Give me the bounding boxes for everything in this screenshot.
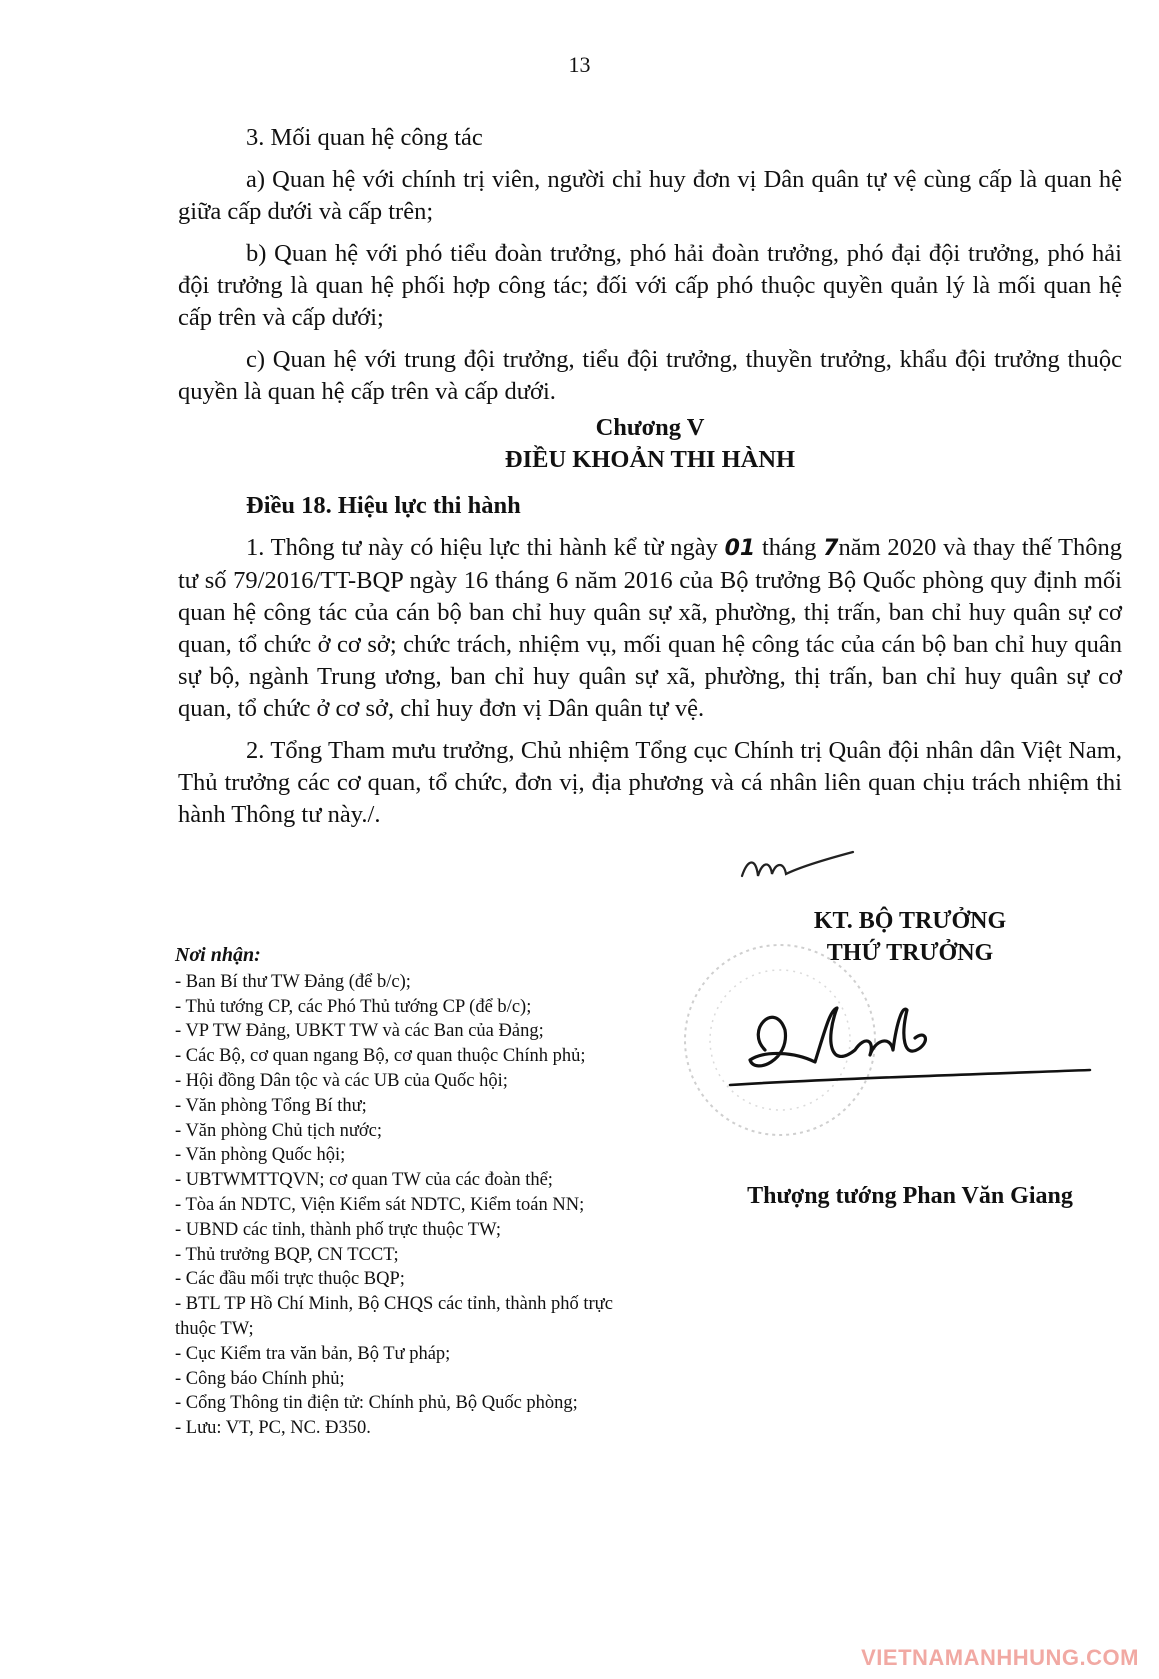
recipient-item: - Thủ tướng CP, các Phó Thủ tướng CP (để b/c); bbox=[175, 996, 532, 1017]
chapter-number: Chương V bbox=[595, 414, 705, 441]
recipient-item: - Hội đồng Dân tộc và các UB của Quốc hội; bbox=[175, 1070, 508, 1091]
paragraph-1-month-word: tháng bbox=[755, 534, 824, 561]
clause-b: b) Quan hệ với phó tiểu đoàn trưởng, phó hải đoàn trưởng, phó đại đội trưởng, phó hải đội trưởng là quan hệ phối hợp công tác; đối với cấp phó thuộc quyền quản lý là mối quan hệ cấp trên và cấp dưới; bbox=[178, 240, 1122, 331]
recipient-item: - Cục Kiểm tra văn bản, Bộ Tư pháp; bbox=[175, 1343, 451, 1364]
section-title: 3. Mối quan hệ công tác bbox=[246, 124, 483, 151]
document-body bbox=[178, 122, 1122, 841]
recipients-block bbox=[175, 943, 655, 1441]
signer-line-1: KT. BỘ TRƯỞNG bbox=[813, 908, 1007, 934]
clause-c: c) Quan hệ với trung đội trưởng, tiểu đội trưởng, thuyền trưởng, khẩu đội trưởng thuộc quyền là quan hệ cấp trên và cấp dưới. bbox=[178, 346, 1122, 405]
recipient-item: - UBND các tỉnh, thành phố trực thuộc TW; bbox=[175, 1219, 501, 1240]
recipient-item: - BTL TP Hồ Chí Minh, Bộ CHQS các tỉnh, thành phố trực thuộc TW; bbox=[175, 1294, 613, 1339]
article-title: Điều 18. Hiệu lực thi hành bbox=[246, 492, 521, 519]
paragraph-1-end: năm 2020 và thay thế Thông tư số 79/2016/TT-BQP ngày 16 tháng 6 năm 2016 của Bộ trưởng Bộ Quốc phòng quy định mối quan hệ công tác của cán bộ ban chỉ huy quân sự xã, phường, thị trấn, ban chỉ huy quân sự cơ quan, tổ chức ở cơ sở; chức trách, nhiệm vụ, mối quan hệ công tác của cán bộ ban chỉ huy quân sự bộ, ngành Trung ương, ban chỉ huy quân sự xã, phường, thị trấn, ban chỉ huy quân sự cơ quan, tổ chức ở cơ sở, chỉ huy đơn vị Dân quân tự vệ. bbox=[178, 534, 1123, 722]
paraph-mark bbox=[738, 848, 858, 888]
paragraph-1-start: 1. Thông tư này có hiệu lực thi hành kể từ ngày bbox=[246, 534, 725, 561]
recipient-item: - Tòa án NDTC, Viện Kiểm sát NDTC, Kiểm toán NN; bbox=[175, 1194, 585, 1215]
recipient-item: - VP TW Đảng, UBKT TW và các Ban của Đảng; bbox=[175, 1021, 544, 1042]
recipient-item: - Thủ trưởng BQP, CN TCCT; bbox=[175, 1244, 399, 1265]
handwritten-month: 7 bbox=[823, 536, 839, 561]
recipient-item: - Văn phòng Chủ tịch nước; bbox=[175, 1120, 383, 1141]
recipient-item: - Các đầu mối trực thuộc BQP; bbox=[175, 1269, 405, 1290]
handwritten-signature bbox=[725, 990, 1095, 1100]
chapter-title: ĐIỀU KHOẢN THI HÀNH bbox=[504, 446, 796, 473]
recipient-item: - Lưu: VT, PC, NC. Đ350. bbox=[175, 1418, 371, 1439]
recipient-item: - Công báo Chính phủ; bbox=[175, 1368, 345, 1389]
recipients-heading: Nơi nhận: bbox=[175, 944, 261, 966]
handwritten-day: 01 bbox=[724, 536, 756, 561]
recipient-item: - UBTWMTTQVN; cơ quan TW của các đoàn thể; bbox=[175, 1170, 553, 1191]
article-paragraph-2: 2. Tổng Tham mưu trưởng, Chủ nhiệm Tổng cục Chính trị Quân đội nhân dân Việt Nam, Thủ trưởng các cơ quan, tổ chức, đơn vị, địa phương và cá nhân liên quan chịu trách nhiệm thi hành Thông tư này./. bbox=[178, 737, 1122, 828]
clause-a: a) Quan hệ với chính trị viên, người chỉ huy đơn vị Dân quân tự vệ cùng cấp là quan hệ giữa cấp dưới và cấp trên; bbox=[178, 166, 1122, 225]
recipient-item: - Văn phòng Tổng Bí thư; bbox=[175, 1095, 367, 1116]
page-number: 13 bbox=[568, 52, 591, 77]
recipient-item: - Ban Bí thư TW Đảng (để b/c); bbox=[175, 971, 411, 992]
recipient-item: - Các Bộ, cơ quan ngang Bộ, cơ quan thuộc Chính phủ; bbox=[175, 1046, 586, 1067]
watermark-text: VIETNAMANHHUNG.COM bbox=[861, 1645, 1139, 1670]
signer-name: Thượng tướng Phan Văn Giang bbox=[747, 1183, 1073, 1209]
article-paragraph-1 bbox=[178, 532, 1122, 725]
recipient-item: - Cổng Thông tin điện tử: Chính phủ, Bộ Quốc phòng; bbox=[175, 1393, 578, 1414]
recipient-item: - Văn phòng Quốc hội; bbox=[175, 1145, 346, 1166]
signer-title-block bbox=[690, 905, 1130, 969]
signer-line-2: THỨ TRƯỞNG bbox=[826, 940, 994, 966]
